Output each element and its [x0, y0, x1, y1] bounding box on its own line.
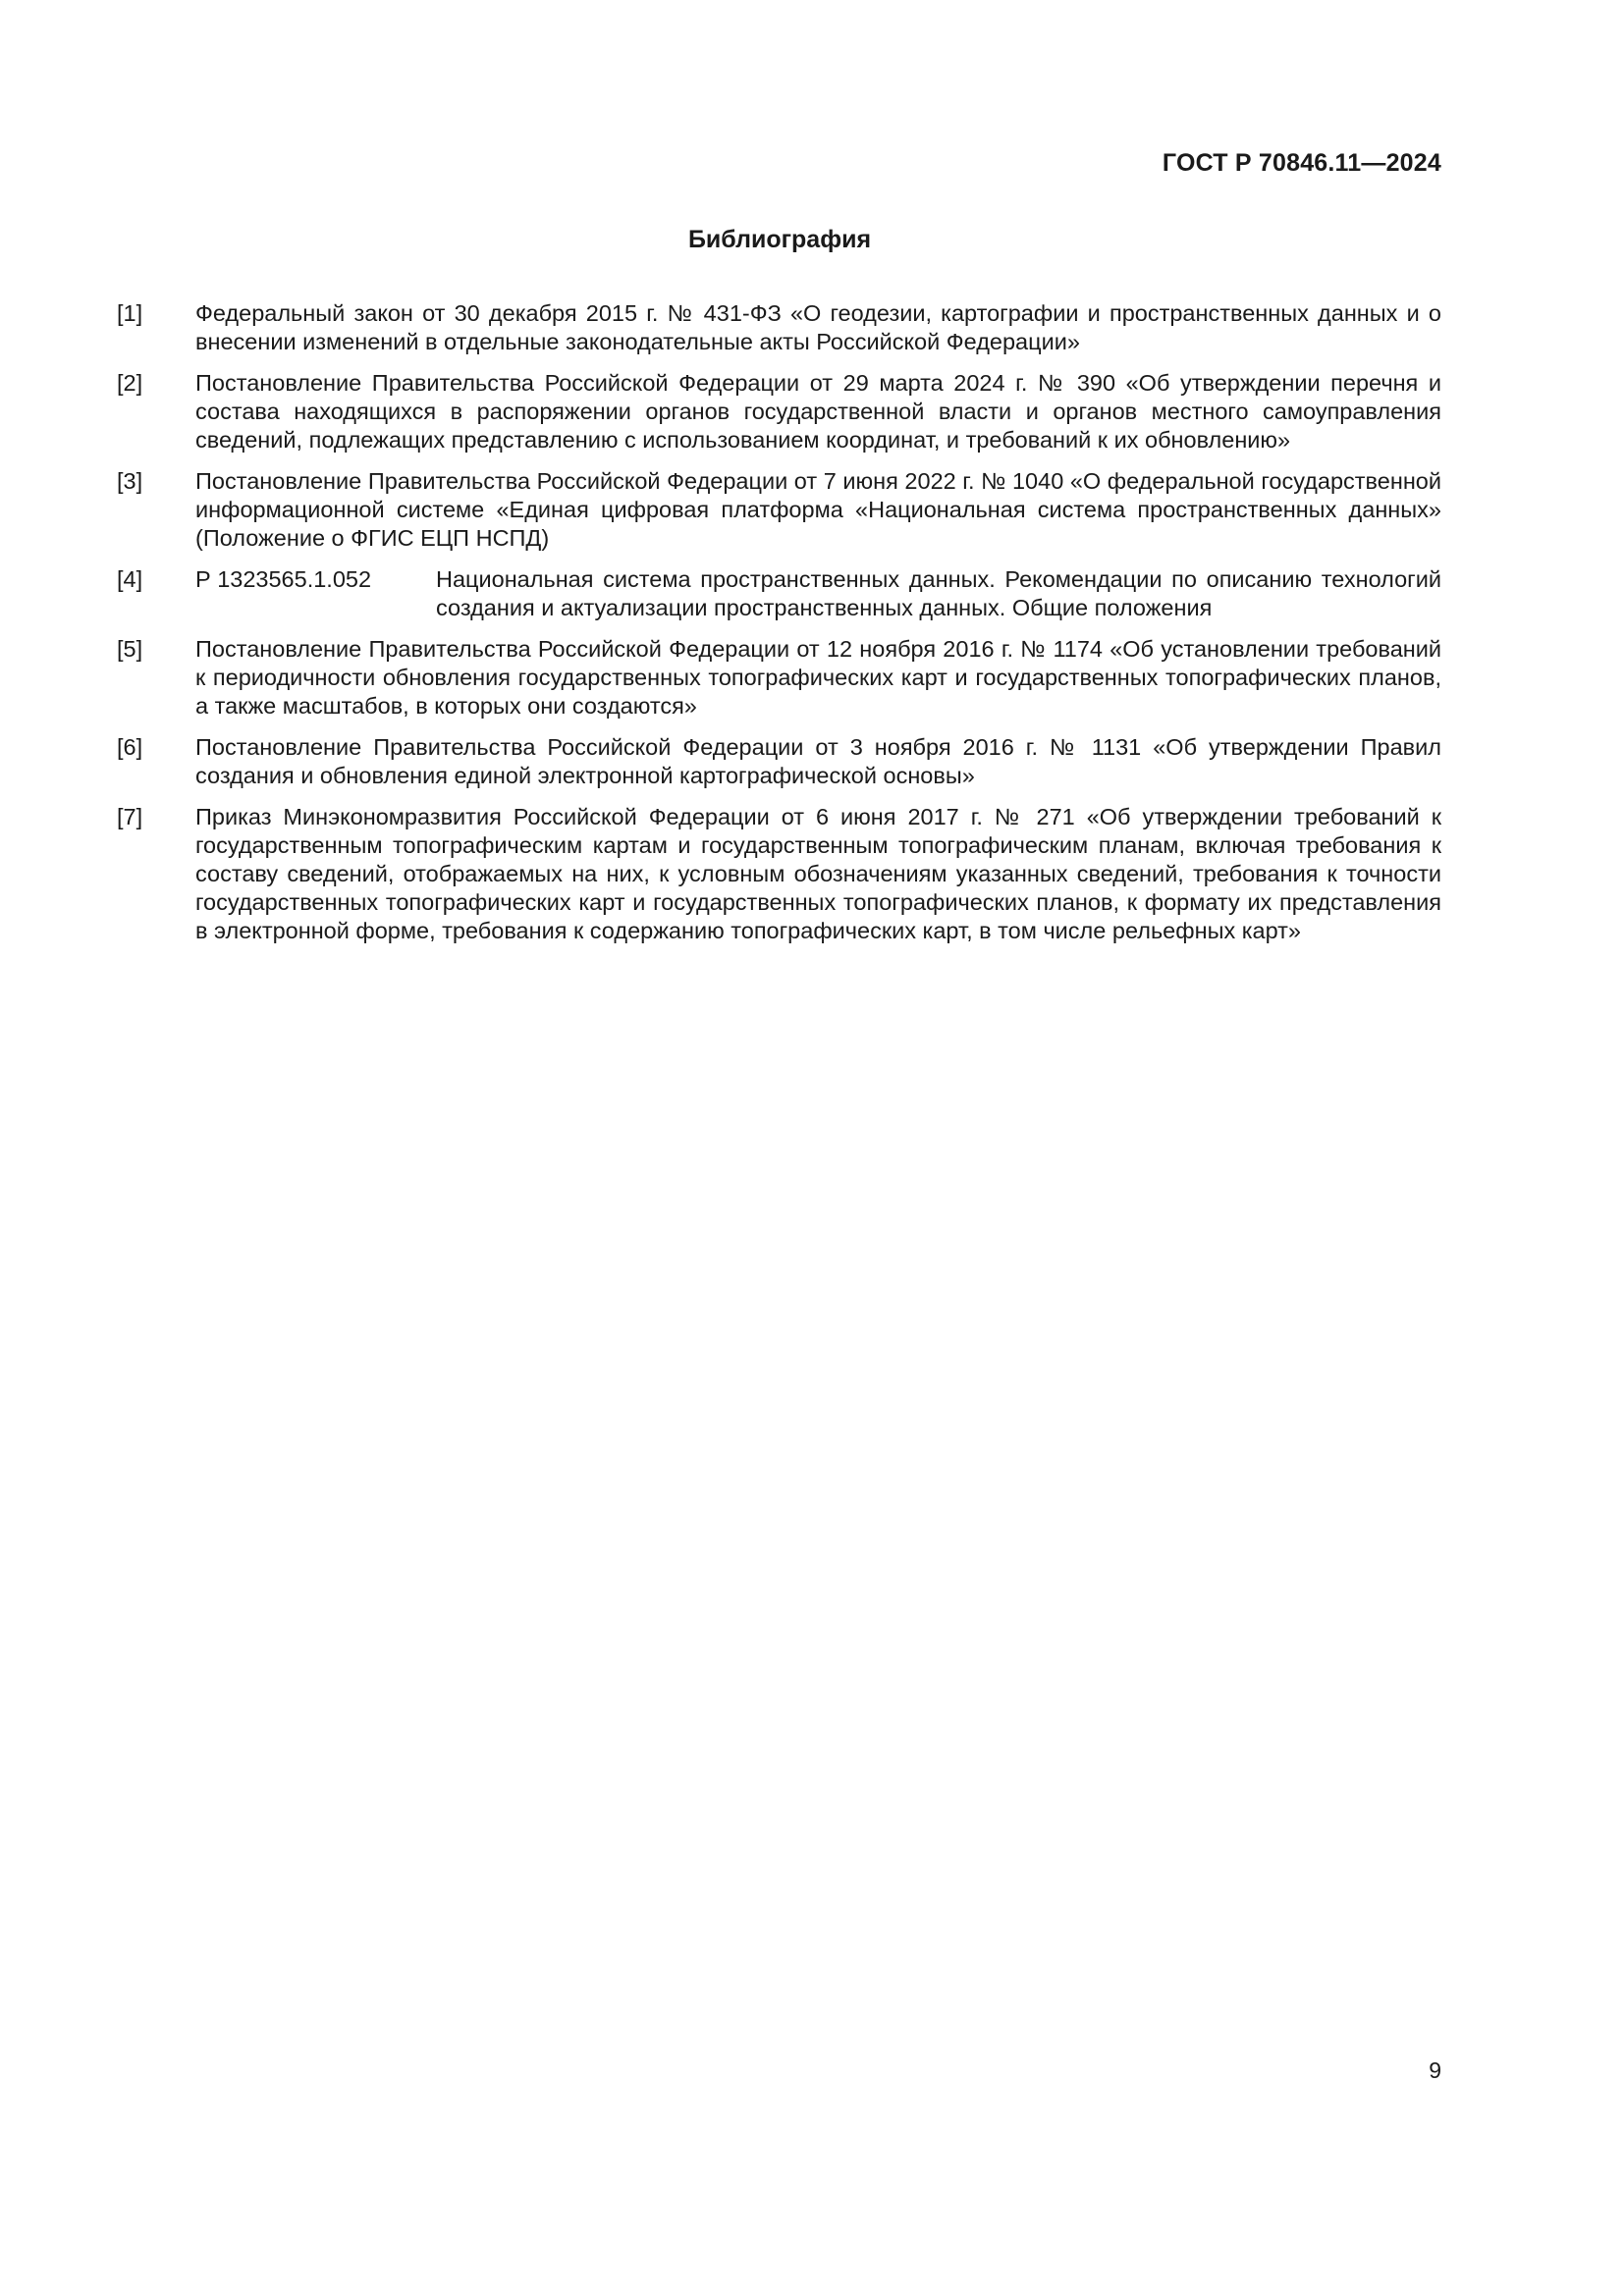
bibliography-item-number: [3] [117, 468, 143, 494]
bibliography-item-text: Постановление Правительства Российской Федерации от 29 марта 2024 г. № 390 «Об утверждении перечня и состава находящихся в распоряжении органов государственной власти и органов местного самоуправления сведений, подлежащих представлению с использованием координат, и требований к их обновлению» [195, 370, 1441, 453]
bibliography-item-code: Р 1323565.1.052 [195, 566, 372, 592]
bibliography-item-text: Постановление Правительства Российской Федерации от 3 ноября 2016 г. № 1131 «Об утверждении Правил создания и обновления единой электронной картографической основы» [195, 734, 1441, 788]
bibliography-item-number: [1] [117, 300, 143, 326]
bibliography-item-text: Национальная система пространственных данных. Рекомендации по описанию технологий создания и актуализации пространственных данных. Общие положения [436, 566, 1441, 620]
bibliography-item-text: Федеральный закон от 30 декабря 2015 г. № 431-ФЗ «О геодезии, картографии и пространственных данных и о внесении изменений в отдельные законодательные акты Российской Федерации» [195, 300, 1441, 354]
bibliography-item-text: Постановление Правительства Российской Федерации от 7 июня 2022 г. № 1040 «О федеральной государственной информационной системе «Единая цифровая платформа «Национальная система пространственных данных» (Положение о ФГИС ЕЦП НСПД) [195, 468, 1441, 551]
bibliography-item-text: Приказ Минэкономразвития Российской Федерации от 6 июня 2017 г. № 271 «Об утверждении требований к государственным топографическим картам и государственным топографическим планам, включая требования к составу сведений, отображаемых на них, к условным обозначениям указанных сведений, требования к точности государственных топографических карт и государственных топографических планов, к формату их представления в электронной форме, требования к содержанию топографических карт, в том числе рельефных карт» [195, 804, 1441, 943]
bibliography-item-number: [4] [117, 566, 143, 592]
bibliography-item [117, 635, 1441, 721]
bibliography-item-number: [7] [117, 804, 143, 829]
bibliography-item [117, 803, 1441, 945]
bibliography-item-text: Постановление Правительства Российской Федерации от 12 ноября 2016 г. № 1174 «Об установлении требований к периодичности обновления государственных топографических карт и государственных топографических планов, а также масштабов, в которых они создаются» [195, 636, 1441, 719]
bibliography-item-number: [5] [117, 636, 143, 662]
standard-code-header: ГОСТ Р 70846.11—2024 [1162, 149, 1441, 177]
bibliography-item-body [195, 565, 1441, 622]
bibliography-item [117, 565, 1441, 622]
bibliography-item-number: [2] [117, 370, 143, 396]
bibliography-item-number: [6] [117, 734, 143, 760]
bibliography-item [117, 733, 1441, 790]
bibliography-list [117, 299, 1441, 958]
bibliography-title: Библиография [687, 226, 872, 253]
bibliography-item [117, 369, 1441, 454]
page-number: 9 [1429, 2057, 1441, 2083]
bibliography-item [117, 467, 1441, 553]
bibliography-item [117, 299, 1441, 356]
